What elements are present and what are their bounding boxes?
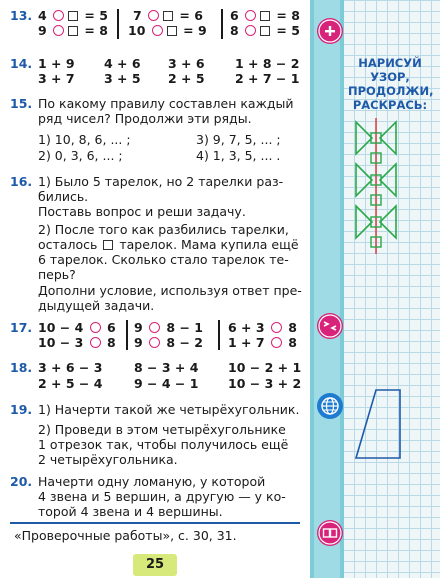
expr: 1 + 9 <box>38 56 75 71</box>
series: 3) 9, 7, 5, ... ; <box>196 132 281 147</box>
task-19-line: 1 отрезок так, чтобы получилось ещё <box>38 437 289 452</box>
expr: 3 + 7 <box>38 71 75 86</box>
expr: 3 + 5 <box>104 71 141 86</box>
series: 4) 1, 3, 5, ... . <box>196 148 281 163</box>
task-14-number: 14. <box>10 56 33 71</box>
expr: 1 + 8 − 2 <box>235 56 300 71</box>
task-13-col1-row2: 9 = 8 <box>38 23 108 38</box>
compare-circle <box>148 10 159 21</box>
task-20-line: 4 звена и 5 вершин, а другую — у ко- <box>38 489 286 504</box>
divider <box>126 320 128 350</box>
task-13-col1-row1: 4 = 5 <box>38 8 108 23</box>
series: 1) 10, 8, 6, ... ; <box>38 132 131 147</box>
task-16-line: Дополни условие, используя ответ пре- <box>38 283 302 298</box>
task-13-col2-row2: 10 = 9 <box>128 23 207 38</box>
expr: 2 + 5 <box>168 71 205 86</box>
task-16-line: 2) После того как разбились тарелки, <box>38 222 289 237</box>
bow-pattern <box>348 116 408 256</box>
footer-divider <box>10 522 300 524</box>
task-16-line: перь? <box>38 267 76 282</box>
task-16-number: 16. <box>10 174 33 189</box>
task-18-number: 18. <box>10 360 33 375</box>
compare-circle <box>53 25 64 36</box>
compare-circle <box>271 322 282 333</box>
expr: 10 − 2 + 1 <box>228 360 302 375</box>
expr: 8 − 3 + 4 <box>134 360 199 375</box>
blank-square <box>260 11 270 21</box>
compare-circle <box>149 337 160 348</box>
page-number: 25 <box>133 554 177 576</box>
task-16-line: Поставь вопрос и реши задачу. <box>38 204 246 219</box>
divider <box>218 320 220 350</box>
task-19-line: 2) Проведи в этом четырёхугольнике <box>38 422 286 437</box>
compare-expr: 6 + 3 8 <box>228 320 297 335</box>
compare-circle <box>271 337 282 348</box>
task-19-line: 1) Начерти такой же четырёхугольник. <box>38 402 300 417</box>
task-16-line: дыдущей задачи. <box>38 298 155 313</box>
side-title-line: ПРОДОЛЖИ, <box>348 84 434 98</box>
expr: 4 + 6 <box>104 56 141 71</box>
task-15-number: 15. <box>10 96 33 111</box>
expr: 3 + 6 <box>168 56 205 71</box>
task-16-line: осталось тарелок. Мама купила ещё <box>38 237 299 252</box>
compare-expr: 10 − 4 6 <box>38 320 116 335</box>
expr: 2 + 5 − 4 <box>38 376 103 391</box>
globe-icon <box>317 393 343 419</box>
margin-strip-inner <box>314 0 340 578</box>
task-20-number: 20. <box>10 474 33 489</box>
expr: 3 + 6 − 3 <box>38 360 103 375</box>
footer-reference: «Проверочные работы», с. 30, 31. <box>14 528 237 543</box>
quadrilateral-figure <box>352 386 412 466</box>
task-16-line: 1) Было 5 тарелок, но 2 тарелки раз- <box>38 174 284 189</box>
compare-expr: 9 8 − 1 <box>134 320 203 335</box>
task-19-line: 2 четырёхугольника. <box>38 452 178 467</box>
blank-square <box>103 240 113 250</box>
task-13-col3-row2: 8 = 5 <box>230 23 300 38</box>
divider <box>117 9 119 39</box>
task-16-line: 6 тарелок. Сколько стало тарелок те- <box>38 252 289 267</box>
blank-square <box>260 26 270 36</box>
task-13-col3-row1: 6 = 8 <box>230 8 300 23</box>
expr: 9 − 4 − 1 <box>134 376 199 391</box>
side-title-line: РАСКРАСЬ: <box>352 98 428 112</box>
task-13-number: 13. <box>10 8 33 23</box>
compare-expr: 9 8 − 2 <box>134 335 203 350</box>
plus-icon <box>317 18 343 44</box>
compare-circle <box>53 10 64 21</box>
blank-square <box>167 26 177 36</box>
book-icon <box>317 520 343 546</box>
expr: 10 − 3 + 2 <box>228 376 302 391</box>
divider <box>221 9 223 39</box>
task-13-col2-row1: 7 = 6 <box>133 8 203 23</box>
compare-circle <box>245 10 256 21</box>
side-title-line: УЗОР, <box>370 70 410 84</box>
task-16-line: бились. <box>38 189 89 204</box>
compare-circle <box>245 25 256 36</box>
compare-icon <box>317 313 343 339</box>
task-19-number: 19. <box>10 402 33 417</box>
task-15-line: ряд чисел? Продолжи эти ряды. <box>38 111 252 126</box>
side-task-title <box>348 56 432 112</box>
blank-square <box>68 11 78 21</box>
side-title-line: НАРИСУЙ <box>358 56 422 70</box>
blank-square <box>68 26 78 36</box>
compare-circle <box>90 337 101 348</box>
series: 2) 0, 3, 6, ... ; <box>38 148 123 163</box>
task-20-line: торой 4 звена и 4 вершины. <box>38 504 223 519</box>
blank-square <box>163 11 173 21</box>
expr: 2 + 7 − 1 <box>235 71 300 86</box>
task-17-number: 17. <box>10 320 33 335</box>
compare-circle <box>90 322 101 333</box>
compare-expr: 10 − 3 8 <box>38 335 116 350</box>
compare-circle <box>152 25 163 36</box>
compare-circle <box>149 322 160 333</box>
task-20-line: Начерти одну ломаную, у которой <box>38 474 266 489</box>
compare-expr: 1 + 7 8 <box>228 335 297 350</box>
task-15-line: По какому правилу составлен каждый <box>38 96 294 111</box>
